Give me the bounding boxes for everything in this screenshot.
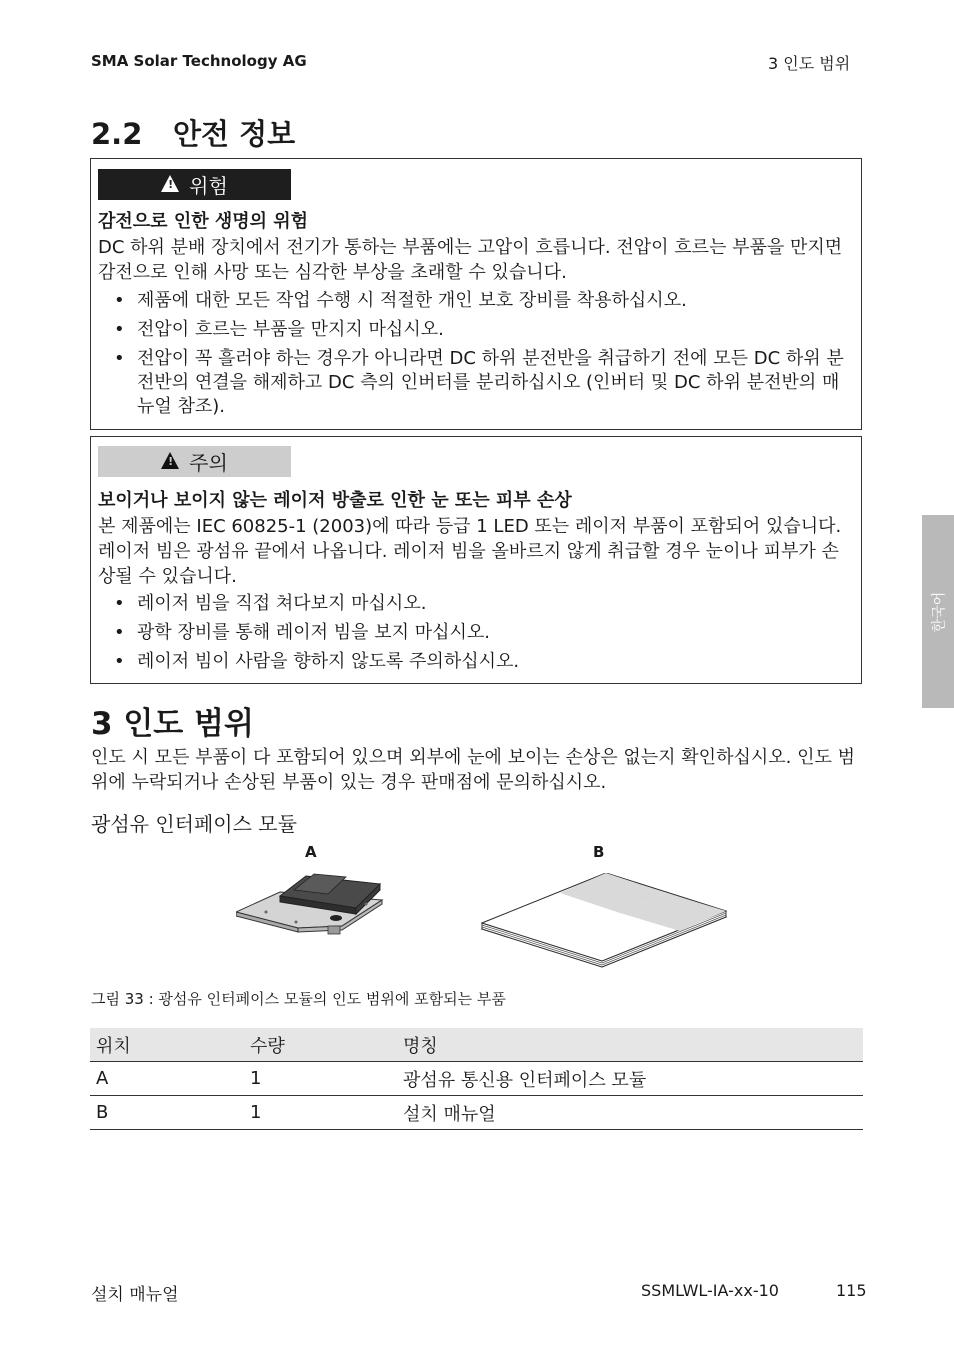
table-cell: 광섬유 통신용 인터페이스 모듈: [397, 1062, 863, 1096]
list-item: • 전압이 꼭 흘러야 하는 경우가 아니라면 DC 하위 분전반을 취급하기 전에 모든 DC 하위 분전반의 연결을 해제하고 DC 측의 인버터를 분리하십시오 (인버터 및 DC 하위 분전반의 매뉴얼 참조).: [98, 347, 850, 419]
caution-text: 본 제품에는 IEC 60825-1 (2003)에 따라 등급 1 LED 또는 레이저 부품이 포함되어 있습니다. 레이저 빔은 광섬유 끝에서 나옵니다. 레이저 빔을 올바르지 않게 취급할 경우 눈이나 피부가 손상될 수 있습니다.: [98, 516, 842, 587]
section-title: 안전 정보: [173, 117, 296, 151]
table-header-cell: 수량: [244, 1028, 397, 1062]
caution-title: 보이거나 보이지 않는 레이저 방출로 인한 눈 또는 피부 손상: [98, 490, 572, 511]
subheading: 광섬유 인터페이스 모듈: [91, 812, 297, 836]
danger-bullets: [98, 289, 850, 424]
table-row: [90, 1062, 863, 1096]
chapter-title: 3 인도 범위: [91, 706, 254, 742]
table-header-cell: 명칭: [397, 1028, 863, 1062]
table-cell: A: [90, 1062, 244, 1096]
warning-triangle-icon: [161, 175, 179, 192]
footer-doc-code: SSMLWL-IA-xx-10: [641, 1281, 779, 1300]
list-item: • 레이저 빔이 사람을 향하지 않도록 주의하십시오.: [98, 650, 850, 674]
parts-table: [90, 1028, 863, 1130]
list-item: • 전압이 흐르는 부품을 만지지 마십시오.: [98, 318, 850, 342]
list-item: • 제품에 대한 모든 작업 수행 시 적절한 개인 보호 장비를 착용하십시오.: [98, 289, 850, 313]
figure-caption: 그림 33 : 광섬유 인터페이스 모듈의 인도 범위에 포함되는 부품: [91, 990, 506, 1008]
danger-box: [90, 158, 862, 430]
table-cell: 1: [244, 1062, 397, 1096]
footer-title: 설치 매뉴얼: [91, 1285, 179, 1305]
page-number: 115: [836, 1281, 867, 1300]
figure-label-a: A: [305, 843, 317, 861]
interface-module-illustration: [236, 866, 386, 938]
list-item: • 레이저 빔을 직접 쳐다보지 마십시오.: [98, 592, 850, 616]
header-company: SMA Solar Technology AG: [91, 52, 307, 70]
danger-title: 감전으로 인한 생명의 위험: [98, 211, 309, 232]
intro-text: 인도 시 모든 부품이 다 포함되어 있으며 외부에 눈에 보이는 손상은 없는지 확인하십시오. 인도 범위에 누락되거나 손상된 부품이 있는 경우 판매점에 문의하십시오.: [91, 747, 855, 793]
table-header-cell: 위치: [90, 1028, 244, 1062]
header-section: 3 인도 범위: [768, 54, 851, 73]
language-side-tab: [922, 515, 954, 708]
table-cell: B: [90, 1096, 244, 1130]
table-cell: 1: [244, 1096, 397, 1130]
language-tab-label: 한국어: [931, 591, 948, 632]
caution-badge: [98, 446, 291, 477]
danger-text: DC 하위 분배 장치에서 전기가 통하는 부품에는 고압이 흐릅니다. 전압이 흐르는 부품을 만지면 감전으로 인해 사망 또는 심각한 부상을 초래할 수 있습니다.: [98, 237, 843, 283]
caution-label: 주의: [189, 451, 228, 475]
caution-bullets: [98, 592, 850, 679]
section-number: 2.2: [91, 117, 143, 151]
figure-label-b: B: [593, 843, 605, 861]
danger-label: 위험: [189, 174, 228, 198]
list-item: • 광학 장비를 통해 레이저 빔을 보지 마십시오.: [98, 621, 850, 645]
table-header-row: [90, 1028, 863, 1062]
danger-badge: [98, 169, 291, 200]
warning-triangle-icon: [161, 452, 179, 469]
manual-illustration: [480, 873, 728, 969]
section-heading: [91, 112, 295, 153]
table-row: [90, 1096, 863, 1130]
caution-box: [90, 436, 862, 684]
table-cell: 설치 매뉴얼: [397, 1096, 863, 1130]
